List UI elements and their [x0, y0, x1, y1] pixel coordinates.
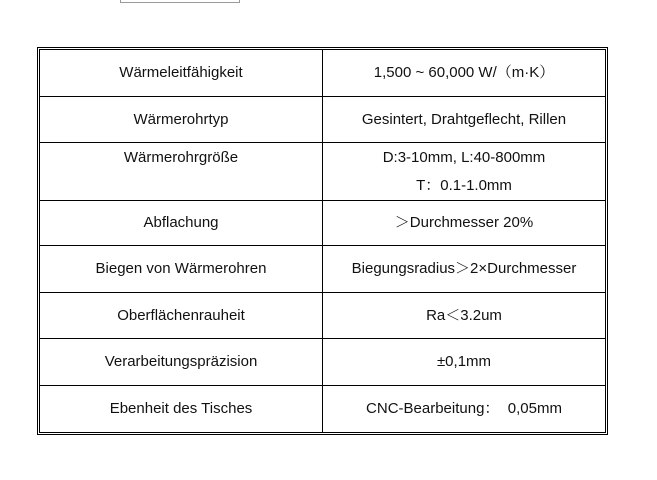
value-line: Ra＜3.2um — [426, 306, 502, 324]
value-cell — [323, 246, 606, 293]
value-cell — [323, 96, 606, 143]
value-cell — [323, 201, 606, 246]
value-line: CNC-Bearbeitung： 0,05mm — [366, 400, 562, 418]
property-cell: Biegen von Wärmerohren — [40, 246, 323, 293]
value-cell — [323, 143, 606, 201]
table-row — [40, 292, 606, 339]
value-cell — [323, 292, 606, 339]
value-line: Biegungsradius＞2×Durchmesser — [351, 259, 577, 277]
table-row — [40, 50, 606, 97]
value-line: T：0.1-1.0mm — [416, 177, 512, 195]
table-row — [40, 246, 606, 293]
property-cell: Oberflächenrauheit — [40, 292, 323, 339]
table-row — [40, 339, 606, 386]
value-line: ＞Durchmesser 20% — [394, 214, 534, 232]
property-cell: Ebenheit des Tisches — [40, 386, 323, 433]
value-cell — [323, 50, 606, 97]
spec-table — [39, 49, 606, 433]
property-cell: Wärmeleitfähigkeit — [40, 50, 323, 97]
value-line: 1,500 ~ 60,000 W/（m·K） — [373, 63, 555, 81]
value-cell — [323, 386, 606, 433]
value-line: ±0,1mm — [436, 353, 492, 371]
property-cell: Abflachung — [40, 201, 323, 246]
value-line: D:3-10mm, L:40-800mm — [382, 149, 546, 167]
table-row — [40, 386, 606, 433]
property-cell: Wärmerohrtyp — [40, 96, 323, 143]
value-cell — [323, 339, 606, 386]
property-cell: Wärmerohrgröße — [40, 143, 323, 201]
value-line: Gesintert, Drahtgeflecht, Rillen — [361, 110, 567, 128]
table-row — [40, 96, 606, 143]
table-row — [40, 143, 606, 201]
table-row — [40, 201, 606, 246]
partial-frame — [120, 0, 240, 3]
property-cell: Verarbeitungspräzision — [40, 339, 323, 386]
